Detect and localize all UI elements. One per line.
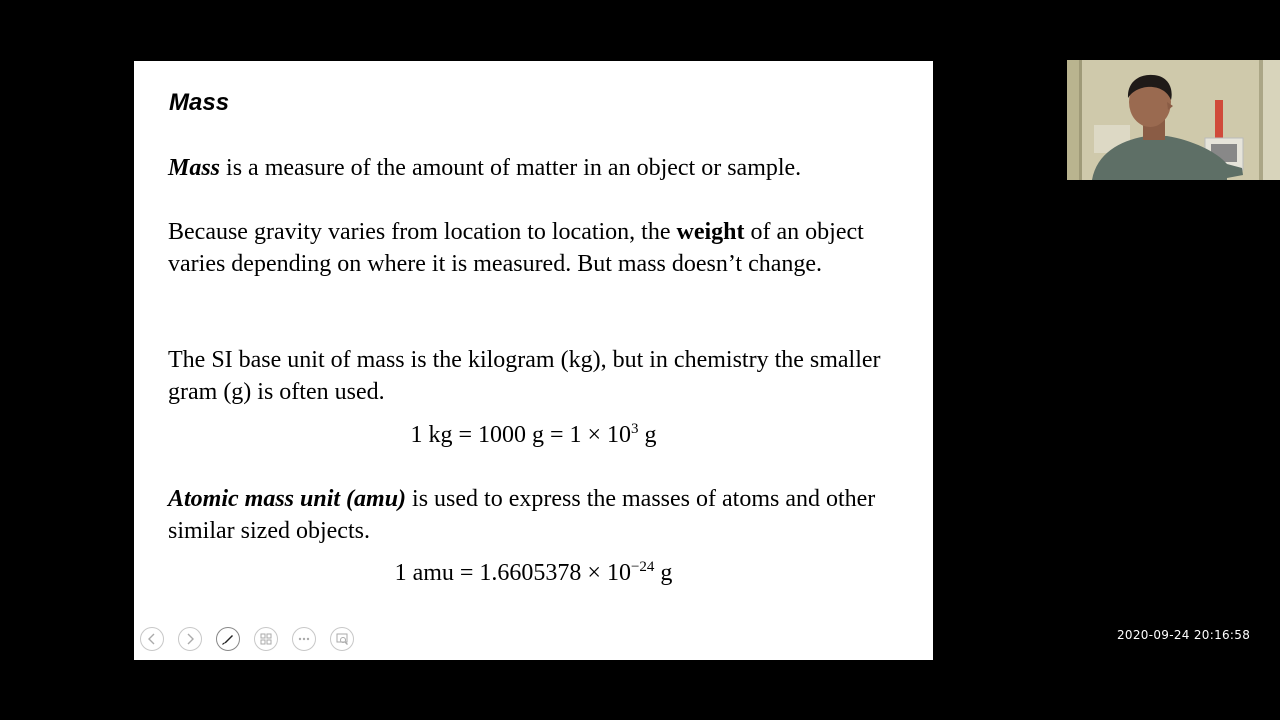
- si-unit-paragraph: The SI base unit of mass is the kilogram (kg), but in chemistry the smaller gram (g) is often used.: [168, 347, 881, 405]
- pen-button[interactable]: [216, 627, 240, 651]
- term-amu: Atomic mass unit (amu): [168, 486, 407, 512]
- kg-equation-lhs: 1 kg = 1000 g = 1 × 10: [410, 422, 632, 448]
- term-mass: Mass: [168, 155, 221, 181]
- mass-definition-text: is a measure of the amount of matter in an object or sample.: [220, 155, 802, 181]
- more-icon: [297, 632, 311, 646]
- see-all-slides-button[interactable]: [254, 627, 278, 651]
- kg-equation-exponent: 3: [631, 421, 639, 437]
- amu-equation-unit: g: [654, 560, 673, 586]
- amu-equation-exponent: −24: [630, 559, 655, 575]
- presenter-video: [1067, 60, 1280, 180]
- slide-title: Mass: [169, 89, 230, 116]
- presenter-toolbar: [140, 627, 354, 653]
- more-options-button[interactable]: [292, 627, 316, 651]
- weight-paragraph: [168, 216, 908, 280]
- previous-icon: [145, 632, 159, 646]
- amu-paragraph: [168, 483, 908, 547]
- kg-equation-unit: g: [638, 422, 657, 448]
- kg-equation: [134, 419, 933, 451]
- weight-text-before: Because gravity varies from location to location, the: [168, 219, 677, 245]
- amu-paragraph-text: is used to express the masses of atoms and other similar sized objects.: [168, 486, 876, 544]
- amu-equation-lhs: 1 amu = 1.6605378 × 10: [394, 560, 631, 586]
- webcam-feed: [1067, 60, 1280, 180]
- zoom-icon: [335, 632, 349, 646]
- amu-equation: [134, 557, 933, 589]
- next-icon: [183, 632, 197, 646]
- pen-icon: [221, 632, 235, 646]
- previous-button[interactable]: [140, 627, 164, 651]
- recording-timestamp: 2020-09-24 20:16:58: [1117, 628, 1251, 642]
- term-weight: weight: [676, 219, 745, 245]
- next-button[interactable]: [178, 627, 202, 651]
- slide: [134, 61, 933, 660]
- zoom-button[interactable]: [330, 627, 354, 651]
- weight-text-after: of an object varies depending on where it is measured. But mass doesn’t change.: [168, 219, 864, 277]
- mass-definition: [168, 152, 908, 184]
- slides-grid-icon: [259, 632, 273, 646]
